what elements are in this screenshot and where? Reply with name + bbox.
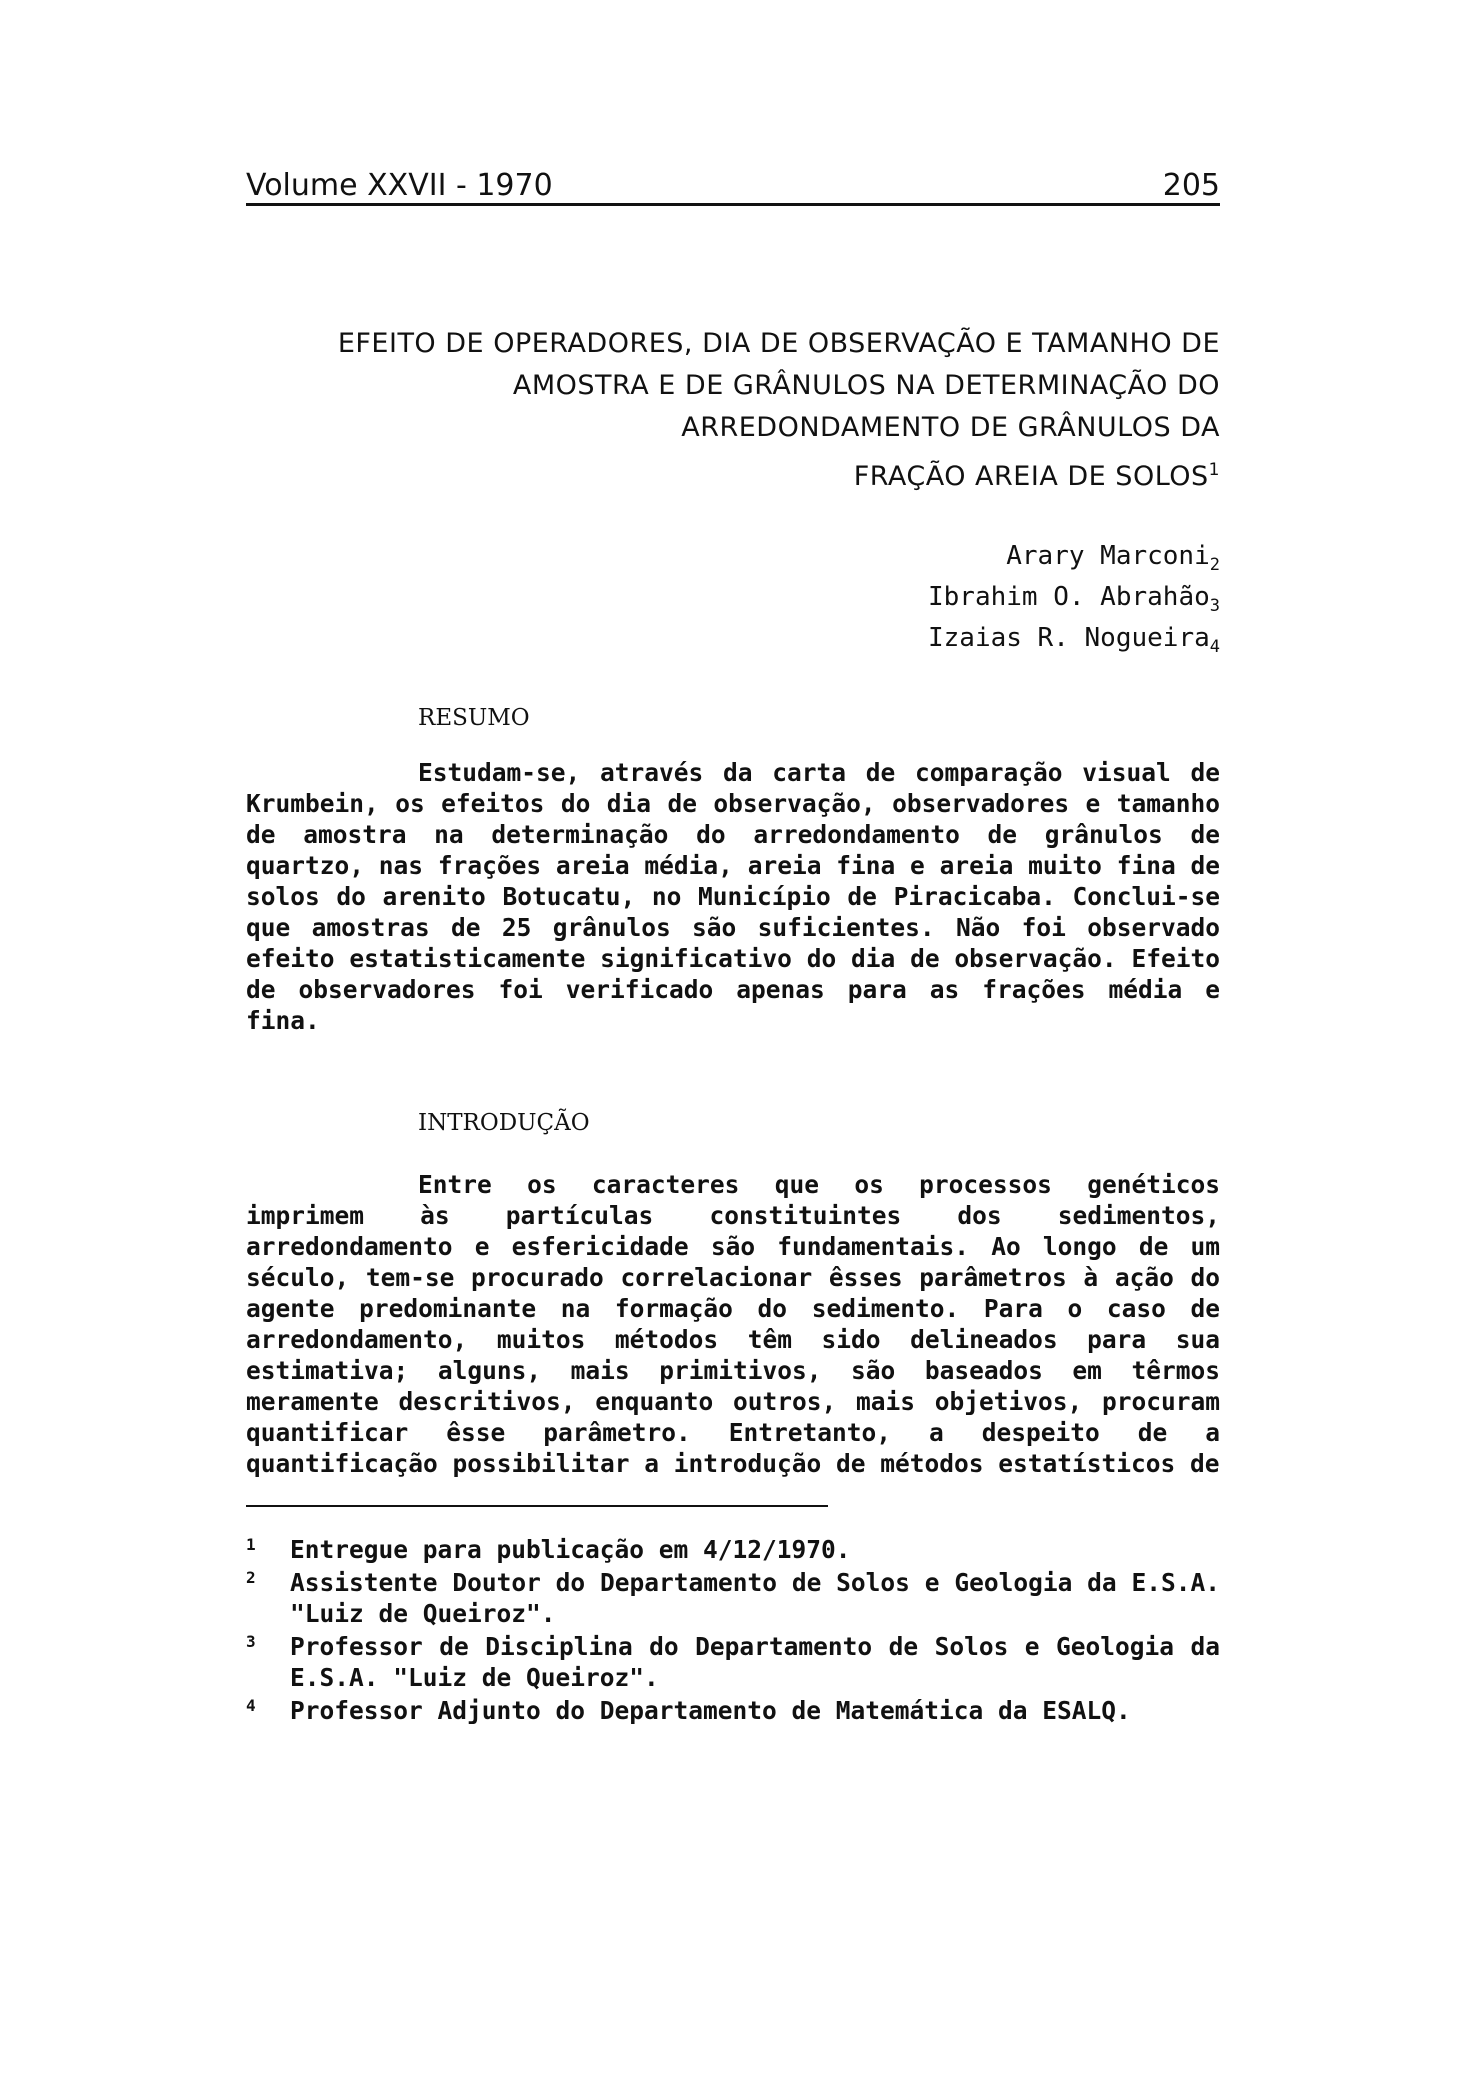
- title-line: FRAÇÃO AREIA DE SOLOS$^1$: [853, 460, 1220, 492]
- footnote-mark: 3: [246, 1632, 256, 1651]
- author: Ibrahim O. Abrahão$_3$: [927, 582, 1220, 617]
- page-number: 205: [1162, 168, 1220, 203]
- footnote-text: Entregue para publicação em 4/12/1970.: [290, 1535, 851, 1564]
- author-list: [720, 540, 1220, 664]
- resumo-paragraph: Estudam-se, através da carta de comparação visual de Krumbein, os efeitos do dia de observação, observadores e tamanho de amostra na determinação do arredondamento de grânulos de quartzo, nas frações areia média, areia fina e areia muito fina de solos do arenito Botucatu, no Município de Piracicaba. Conclui-se que amostras de 25 grânulos são suficientes. Não foi observado efeito estatisticamente significativo do dia de observação. Efeito de observadores foi verificado apenas para as frações média e fina.: [246, 758, 1220, 1035]
- footnote-text: Assistente Doutor do Departamento de Solos e Geologia da E.S.A. "Luiz de Queiroz".: [290, 1568, 1220, 1628]
- footnote-mark: 4: [246, 1696, 256, 1715]
- title-footnote-ref: 1: [1208, 460, 1220, 480]
- introducao-heading: INTRODUÇÃO: [418, 1110, 590, 1136]
- footnote-mark: 2: [246, 1568, 256, 1587]
- header-rule: [246, 203, 1220, 206]
- footnote-mark: 1: [246, 1535, 256, 1554]
- article-title: [320, 323, 1220, 498]
- title-line: EFEITO DE OPERADORES, DIA DE OBSERVAÇÃO E TAMANHO DE: [337, 328, 1220, 359]
- introducao-paragraph: Entre os caracteres que os processos genéticos imprimem às partículas constituintes dos sedimentos, arredondamento e esfericidade são fundamentais. Ao longo de um século, tem-se procurado correlacionar êsses parâmetros à ação do agente predominante na formação do sedimento. Para o caso de arredondamento, muitos métodos têm sido delineados para sua estimativa; alguns, mais primitivos, são baseados em têrmos meramente descritivos, enquanto outros, mais objetivos, procuram quantificar êsse parâmetro. Entretanto, a despeito de a quantificação possibilitar a introdução de métodos estatísticos de: [246, 1170, 1220, 1478]
- title-line: ARREDONDAMENTO DE GRÂNULOS DA: [681, 412, 1220, 443]
- running-head: [246, 168, 1220, 204]
- resumo-heading: RESUMO: [418, 705, 530, 731]
- author: Izaias R. Nogueira$_4$: [927, 623, 1220, 658]
- footnote: [246, 1695, 1220, 1726]
- footnote-text: Professor Adjunto do Departamento de Matemática da ESALQ.: [290, 1696, 1131, 1725]
- footnote: [246, 1567, 1220, 1629]
- footnote-text: Professor de Disciplina do Departamento de Solos e Geologia da E.S.A. "Luiz de Queiroz".: [290, 1632, 1220, 1692]
- footnote: [246, 1631, 1220, 1693]
- footnote: [246, 1534, 1220, 1565]
- footnote-rule: [246, 1505, 828, 1507]
- journal-volume: Volume XXVII - 1970: [246, 168, 553, 203]
- footnotes: [246, 1534, 1220, 1728]
- author: Arary Marconi$_2$: [1006, 541, 1220, 576]
- title-line: AMOSTRA E DE GRÂNULOS NA DETERMINAÇÃO DO: [512, 370, 1220, 401]
